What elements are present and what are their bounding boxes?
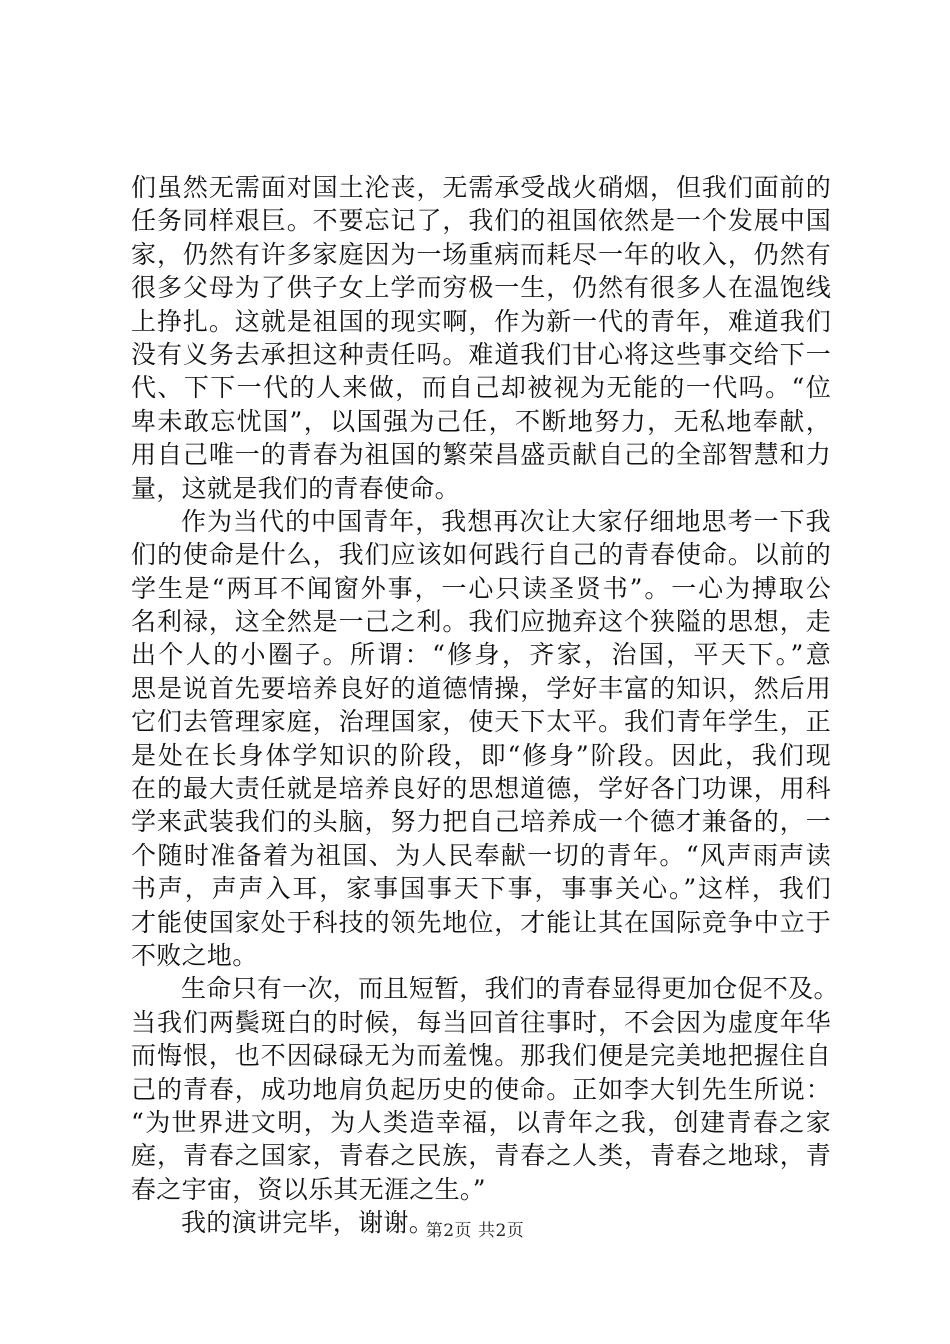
text-line: 不败之地。 <box>131 940 258 970</box>
text-line: 任务同样艰巨。不要忘记了，我们的祖国依然是一个发展中国 <box>131 206 831 236</box>
text-line: 己的青春，成功地肩负起历史的使命。正如李大钊先生所说： <box>131 1074 831 1104</box>
text-line: 思是说首先要培养良好的道德情操，学好丰富的知识，然后用 <box>131 673 831 703</box>
text-line: 学生是“两耳不闻窗外事，一心只读圣贤书”。一心为搏取公 <box>131 573 831 603</box>
text-line: 出个人的小圈子。所谓：“修身，齐家，治国，平天下。”意 <box>131 640 831 670</box>
text-line: 代、下下一代的人来做，而自己却被视为无能的一代吗。“位 <box>131 373 831 403</box>
text-line: 家，仍然有许多家庭因为一场重病而耗尽一年的收入，仍然有 <box>131 239 831 269</box>
text-line: 生命只有一次，而且短暂，我们的青春显得更加仓促不及。 <box>181 974 839 1004</box>
text-line: 才能使国家处于科技的领先地位，才能让其在国际竞争中立于 <box>131 907 831 937</box>
text-line: 们虽然无需面对国土沦丧，无需承受战火硝烟，但我们面前的 <box>131 173 831 202</box>
text-line: 名利禄，这全然是一己之利。我们应抛弃这个狭隘的思想，走 <box>131 607 831 637</box>
text-line: 书声，声声入耳，家事国事天下事，事事关心。”这样，我们 <box>131 874 831 904</box>
text-line: 作为当代的中国青年，我想再次让大家仔细地思考一下我 <box>181 506 831 536</box>
text-line: 是处在长身体学知识的阶段，即“修身”阶段。因此，我们现 <box>131 740 831 770</box>
text-line: 量，这就是我们的青春使命。 <box>131 473 460 503</box>
text-line: 们的使命是什么，我们应该如何践行自己的青春使命。以前的 <box>131 540 831 570</box>
text-line: 而悔恨，也不因碌碌无为而羞愧。那我们便是完美地把握住自 <box>131 1041 831 1071</box>
paragraph <box>131 171 831 505</box>
text-line: 它们去管理家庭，治理国家，使天下太平。我们青年学生，正 <box>131 707 831 737</box>
paragraph <box>131 505 831 972</box>
text-line: 庭，青春之国家，青春之民族，青春之人类，青春之地球，青 <box>131 1141 831 1171</box>
text-line: 我的演讲完毕，谢谢。 <box>181 1208 435 1238</box>
text-line: 在的最大责任就是培养良好的思想道德，学好各门功课，用科 <box>131 774 831 804</box>
text-line: 卑未敢忘忧国”，以国强为己任，不断地努力，无私地奉献， <box>131 406 831 436</box>
paragraph <box>131 972 839 1206</box>
text-line: 没有义务去承担这种责任吗。难道我们甘心将这些事交给下一 <box>131 339 831 369</box>
text-line: 很多父母为了供子女上学而穷极一生，仍然有很多人在温饱线 <box>131 273 831 303</box>
text-line: 个随时准备着为祖国、为人民奉献一切的青年。“风声雨声读 <box>131 840 831 870</box>
text-line: “为世界进文明，为人类造幸福，以青年之我，创建青春之家 <box>131 1107 831 1137</box>
text-line: 用自己唯一的青春为祖国的繁荣昌盛贡献自己的全部智慧和力 <box>131 440 831 470</box>
document-body <box>131 171 839 1240</box>
text-line: 上挣扎。这就是祖国的现实啊，作为新一代的青年，难道我们 <box>131 306 831 336</box>
text-line: 学来武装我们的头脑，努力把自己培养成一个德才兼备的，一 <box>131 807 831 837</box>
text-line: 当我们两鬓斑白的时候，每当回首往事时，不会因为虚度年华 <box>131 1007 831 1037</box>
page-footer: 第2页 共2页 <box>425 1221 525 1241</box>
text-line: 春之宇宙，资以乐其无涯之生。” <box>131 1174 486 1204</box>
